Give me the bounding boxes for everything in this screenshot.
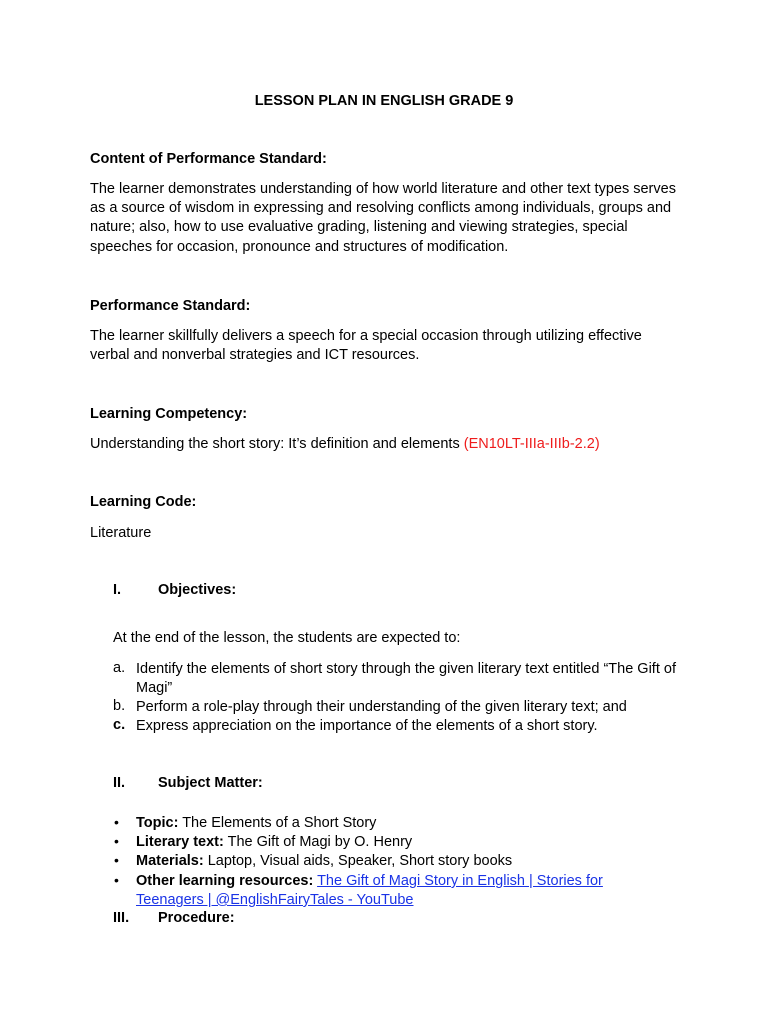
content-standard-text: The learner demonstrates understanding of how world literature and other text types serves as a source of wisdom in expressing and resolving conflicts among individuals, groups and nature; also, how to use evaluative grading, listening and viewing strategies, special speeches for occasion, pronounce and structures of modification. — [90, 181, 676, 255]
subject-item-literary-text — [136, 833, 676, 852]
subject-matter-heading: Subject Matter: — [158, 775, 263, 791]
subject-item-topic — [136, 814, 676, 833]
youtube-resource-link[interactable]: The Gift of Magi Story in English | Stories for Teenagers | @EnglishFairyTales - YouTube — [136, 873, 603, 908]
procedure-number: III. — [113, 910, 130, 926]
competency-code: (EN10LT-IIIa-IIIb-2.2) — [463, 436, 600, 452]
page-title: LESSON PLAN IN ENGLISH GRADE 9 — [254, 93, 514, 109]
objective-marker: c. — [113, 717, 126, 733]
objective-marker: a. — [113, 660, 126, 676]
subject-item-label: Topic: — [136, 815, 179, 831]
subject-item-value: Laptop, Visual aids, Speaker, Short story books — [203, 853, 513, 869]
objective-item: Express appreciation on the importance of the elements of a short story. — [136, 718, 598, 734]
performance-standard-text: The learner skillfully delivers a speech for a special occasion through utilizing effective verbal and nonverbal strategies and ICT resources. — [90, 328, 642, 364]
bullet-icon: • — [114, 814, 119, 830]
objective-item: Identify the elements of short story through the given literary text entitled “The Gift of Magi” — [136, 661, 676, 696]
procedure-heading: Procedure: — [158, 910, 235, 926]
learning-competency-text: Understanding the short story: It’s definition and elements — [90, 436, 464, 452]
subject-item-label: Other learning resources: — [136, 873, 314, 889]
learning-code-heading: Learning Code: — [90, 494, 197, 510]
bullet-icon: • — [114, 833, 119, 849]
subject-matter-number: II. — [113, 775, 126, 791]
learning-competency-line — [90, 435, 690, 454]
objectives-intro: At the end of the lesson, the students are expected to: — [113, 630, 461, 646]
subject-item-resources — [136, 872, 636, 910]
performance-standard-heading: Performance Standard: — [90, 298, 251, 314]
subject-item-value: The Gift of Magi by O. Henry — [223, 834, 413, 850]
objective-item: Perform a role-play through their understanding of the given literary text; and — [136, 699, 627, 715]
objectives-number: I. — [113, 582, 122, 598]
objectives-heading: Objectives: — [158, 582, 237, 598]
bullet-icon: • — [114, 852, 119, 868]
subject-item-materials — [136, 852, 676, 871]
subject-item-label: Materials: — [136, 853, 204, 869]
learning-code-text: Literature — [90, 525, 152, 541]
objective-marker: b. — [113, 698, 126, 714]
content-standard-heading: Content of Performance Standard: — [90, 151, 327, 167]
bullet-icon: • — [114, 872, 119, 888]
learning-competency-heading: Learning Competency: — [90, 406, 248, 422]
subject-item-label: Literary text: — [136, 834, 224, 850]
subject-item-value: The Elements of a Short Story — [178, 815, 377, 831]
